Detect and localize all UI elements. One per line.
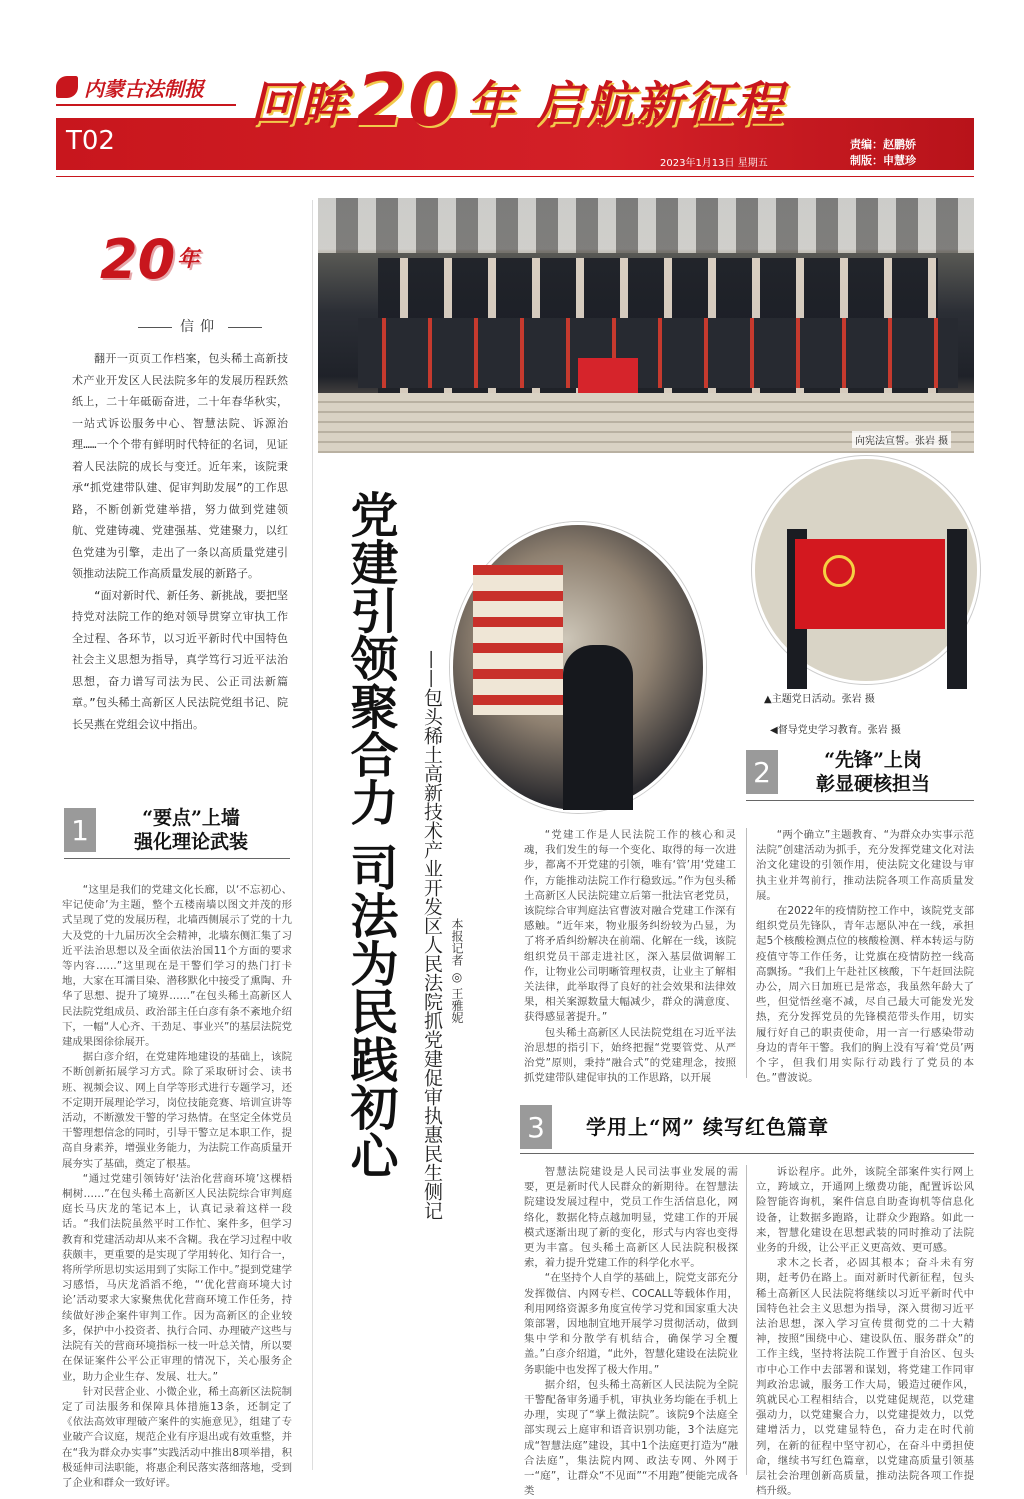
paragraph: “通过党建引领铸好‘法治化营商环境’这棵梧桐树……”在包头稀土高新区人民法院综合审判庭庭长马庆龙的笔记本上，认真记录着这样一段话。“我们法院虽然平时工作忙、案件多，但学习教育和党建活动却从来不含糊。我在学习过程中收获颇丰，更重要的是实现了学用转化、知行合一，将所学所思切实运用到了实际工作中。”提到党建学习感悟，马庆龙滔滔不绝，“‘优化营商环境大讨论’活动要求大家聚焦优化营商环境工作任务，持续做好涉企案件审判工作。因为高新区的企业较多，保护中小投资者、执行合同、办理破产这些与法院有关的营商环境指标一枝一叶总关情，所以要在保证案件公平公正审理的情况下，关心服务企业，助力企业生存、发展、壮大。” xyxy=(62,1172,292,1383)
banner-part2: 年 启航新征程 xyxy=(466,76,785,133)
paragraph: 在2022年的疫情防控工作中，该院党支部组织党员先锋队，青年志愿队冲在一线，承担起5个核酸检测点位的核酸检测、样本转运与防疫值守等工作任务，让党旗在疫情防控一线高高飘扬。“我们上午赴社区核酸，下午赶回法院办公，周六日加班已是常态，我虽然年龄大了些，但觉悟丝毫不减，尽自己最大可能发光发热，充分发挥党员的先锋模范带头作用，切实履行好自己的职责使命，用一言一行感染带动身边的青年干警。我们的胸上没有写着‘党员’两个字，但我们用实际行动践行了党员的本色。”曹波说。 xyxy=(756,905,974,1085)
paragraph: 诉讼程序。此外，该院全部案件实行网上立，跨域立，开通网上缴费功能，配置诉讼风险智能咨询机，案件信息自助查询机等信息化设备，让数据多跑路，让群众少跑路。如此一来，智慧化建设在思想武装的同时推动了法院业务的升级，让公平正义更高效、更可感。 xyxy=(756,1166,974,1255)
party-emblem-icon xyxy=(823,555,855,587)
section-title xyxy=(778,748,968,796)
article-column-2 xyxy=(524,828,736,1085)
person-silhouette xyxy=(563,645,633,810)
party-day-photo xyxy=(752,456,980,684)
page-number: T02 xyxy=(66,126,115,156)
intro-paragraph: 翻开一页页工作档案，包头稀土高新技术产业开发区人民法院多年的发展历程跃然纸上，二十年砥砺奋进，二十年春华秋实，一站式诉讼服务中心、智慧法院、诉源治理……一个个带有鲜明时代特征的名词，见证着人民法院的成长与变迁。近年来，该院秉承“抓党建带队建、促审判助发展”的工作思路，不断创新党建举措，努力做到党建领航、党建铸魂、党建强基、党建聚力，以红色党建为引擎，走出了一条以高质量党建引领推动法院工作高质量发展的新路子。 xyxy=(72,352,288,580)
paragraph: 据白彦介绍，在党建阵地建设的基础上，该院不断创新拓展学习方式。除了采取研讨会、读书班、视频会议、网上自学等形式进行专题学习，还不定期开展理论学习，岗位技能竞赛、培训宣讲等活动，不断激发干警的学习热情。在坚定全体党员干警理想信念的同时，引导干警立足本职工作，提高自身素养，增强业务能力，为法院工作高质量开展夯实了基础，奠定了根基。 xyxy=(62,1051,292,1170)
article-column-3 xyxy=(756,828,974,1085)
banner-title xyxy=(250,60,830,140)
header-divider xyxy=(56,176,974,177)
anniversary-logo xyxy=(100,225,250,295)
section-1-heading xyxy=(64,806,290,859)
masthead-name: 内蒙古法制报 xyxy=(84,76,204,101)
section-title: 学用上“网” 续写红色篇章 xyxy=(586,1115,829,1139)
study-photo xyxy=(450,522,706,813)
column-divider xyxy=(746,1165,747,1475)
exhibition-board xyxy=(473,565,563,715)
layout-line: 制版：申慧珍 xyxy=(850,154,916,167)
section-number: 2 xyxy=(746,750,778,794)
anniversary-suffix: 年 xyxy=(177,247,200,272)
section-number: 3 xyxy=(520,1105,552,1149)
section-3-heading xyxy=(520,1105,974,1154)
section-title xyxy=(96,806,286,854)
subtitle: ——包头稀土高新技术产业开发区人民法院抓党建促审执惠民生侧记 xyxy=(421,650,443,1220)
section-title-line2: 彰显硬核担当 xyxy=(815,773,930,795)
section-title-line2: 强化理论武装 xyxy=(133,831,248,853)
paragraph: “在坚持个人自学的基础上，院党支部充分发挥微信、内网专栏、COCALL等载体作用，利用网络资源多角度宣传学习党和国家重大决策部署，因地制宜地开展学习贯彻活动，做到集中学和分散学有机结合，确保学习全覆盖。”白彦介绍道，“此外，智慧化建设在法院业务职能中也发挥了极大作用。” xyxy=(524,1272,738,1376)
intro-text xyxy=(72,348,288,735)
masthead xyxy=(56,70,236,106)
paragraph: 包头稀土高新区人民法院党组在习近平法治思想的指引下，始终把握“党要管党、从严治党”原则，秉持“融合式”的党建理念，按照抓党建带队建促审执的工作思路，以开展 xyxy=(524,1026,736,1085)
study-caption: ◀督导党史学习教育。张岩 摄 xyxy=(770,725,901,736)
paragraph: 智慧法院建设是人民司法事业发展的需要，更是新时代人民群众的新期待。在智慧法院建设发展过程中，党员工作生活信息化，网络化，数据化特点越加明显，党建工作的开展模式逐渐出现了新的变化，形式与内容也变得更为丰富。包头稀土高新区人民法院积极探索，着力提升党建工作的科学化水平。 xyxy=(524,1166,738,1270)
party-flag xyxy=(795,539,945,629)
section-title-line1: “要点”上墙 xyxy=(142,807,240,829)
section-title-line1: “先锋”上岗 xyxy=(824,749,922,771)
red-flag xyxy=(578,358,638,394)
article-column-1 xyxy=(62,883,292,1489)
article-column-4 xyxy=(524,1165,738,1498)
party-day-caption: ▲主题党日活动。张岩 摄 xyxy=(764,694,875,705)
column-label: 信仰 xyxy=(110,316,290,336)
newspaper-logo-icon xyxy=(56,76,78,98)
reporter-byline: 本报记者 ◎ 王雅妮 xyxy=(450,918,464,1024)
paragraph: “党建工作是人民法院工作的核心和灵魂，我们发生的每一个变化、取得的每一次进步，都离不开党建的引领，唯有‘管’用‘党建工作，方能推动法院工作行稳致远。”作为包头稀土高新区人民法院建立后第一批法官老党员，该院综合审判庭法官曹波对融合党建工作深有感触。“近年来，物业服务纠纷较为凸显，为了将矛盾纠纷解决在前端、化解在一线，该院组织党员干部走进社区，深入基层做调解工作，让物业公司明晰管理权责，让业主了解相关法律，此举取得了良好的社会效果和法律效果，相关案源数量大幅减少，群众的满意度、获得感显著提升。” xyxy=(524,829,736,1024)
article-column-5 xyxy=(756,1165,974,1498)
banner-part1: 回眸 xyxy=(250,76,351,133)
anniversary-number: 20 xyxy=(100,228,176,291)
editor-line: 责编：赵鹏娇 xyxy=(850,138,916,151)
paragraph: 据介绍，包头稀土高新区人民法院为全院干警配备审务通手机，审执业务均能在手机上办理，实现了“掌上微法院”。该院9个法庭全部实现云上庭审和语音识别功能，3个法庭完成“智慧法庭”建设，其中1个法庭更打造为“融合法庭”，集法院内网、政法专网、外网于一“庭”，让群众“不见面”“不用跑”便能完成各类 xyxy=(524,1378,738,1498)
section-2-heading xyxy=(746,748,974,801)
paragraph: 针对民营企业、小微企业，稀土高新区法院制定了司法服务和保障具体措施13条，还制定了《依法高效审理破产案件的实施意见》，组建了专业破产合议庭，规范企业有序退出或有效重整，并在“我为群众办实事”实践活动中推出8项举措，积极延伸司法职能，将惠企利民落实落细落地，受到了企业和群众一致好评。 xyxy=(62,1385,292,1489)
crowd-front-row xyxy=(358,318,958,388)
oath-photo xyxy=(318,198,974,453)
paragraph: “两个确立”主题教育、“为群众办实事示范法院”创建活动为抓手，充分发挥党建文化对法治文化建设的引领作用，使法院文化建设与审执主业并驾前行，推动法院各项工作高质量发展。 xyxy=(756,829,974,902)
banner-number: 20 xyxy=(356,58,461,142)
building-pillars xyxy=(318,198,974,253)
intro-paragraph: “面对新时代、新任务、新挑战，要把坚持党对法院工作的绝对领导贯穿立审执工作全过程、各环节，以习近平新时代中国特色社会主义思想为指导，真学笃行习近平法治思想，奋力谱写司法为民、公正司法新篇章。”包头稀土高新区人民法院党组书记、院长吴燕在党组会议中指出。 xyxy=(72,588,288,731)
oath-photo-caption: 向宪法宣誓。张岩 摄 xyxy=(852,431,951,448)
headline: 党建引领聚合力 司法为民践初心 xyxy=(342,490,398,1179)
column-divider xyxy=(746,828,747,1078)
paragraph: 求木之长者，必固其根本；奋斗未有穷期，赶考仍在路上。面对新时代新征程，包头稀土高新区人民法院将继续以习近平新时代中国特色社会主义思想为指导，深入贯彻习近平法治思想，深入学习宣传贯彻党的二十大精神，按照“围绕中心、建设队伍、服务群众”的工作主线，坚持将法院工作置于自治区、包头市中心工作中去部署和谋划，将党建工作同审判政治忠诚，服务工作大局，锻造过硬作风，筑就民心工程相结合，以党建促规范，以党建强动力，以党建聚合力，以党建提效力，以党建增活力，以党建显特色，奋力走在时代前列，在新的征程中坚守初心，在奋斗中勇担使命，继续书写红色篇章，以党建高质量引领基层社会治理创新高质量，推动法院各项工作提档升级。 xyxy=(756,1257,974,1498)
issue-date: 2023年1月13日 星期五 xyxy=(660,158,768,169)
section-number: 1 xyxy=(64,808,96,852)
paragraph: “这里是我们的党建文化长廊，以‘不忘初心、牢记使命’为主题，整个五楼南墙以图文并茂的形式呈现了党的发展历程，北墙西侧展示了党的十九大及党的十九届历次全会精神，北墙东侧汇集了习近平法治思想以及全面依法治国11个方面的要求等内容……”这里现在是干警们学习的热门打卡地，大家在耳濡目染、潜移默化中接受了熏陶、升华了思想、提升了境界……”在包头稀土高新区人民法院党组成员、政治部主任白彦有条不紊地介绍下，一幅“人心齐、干劲足、事业兴”的基层法院党建成果图徐徐展开。 xyxy=(62,884,292,1049)
column-divider xyxy=(312,200,313,1470)
editor-info xyxy=(850,137,916,169)
